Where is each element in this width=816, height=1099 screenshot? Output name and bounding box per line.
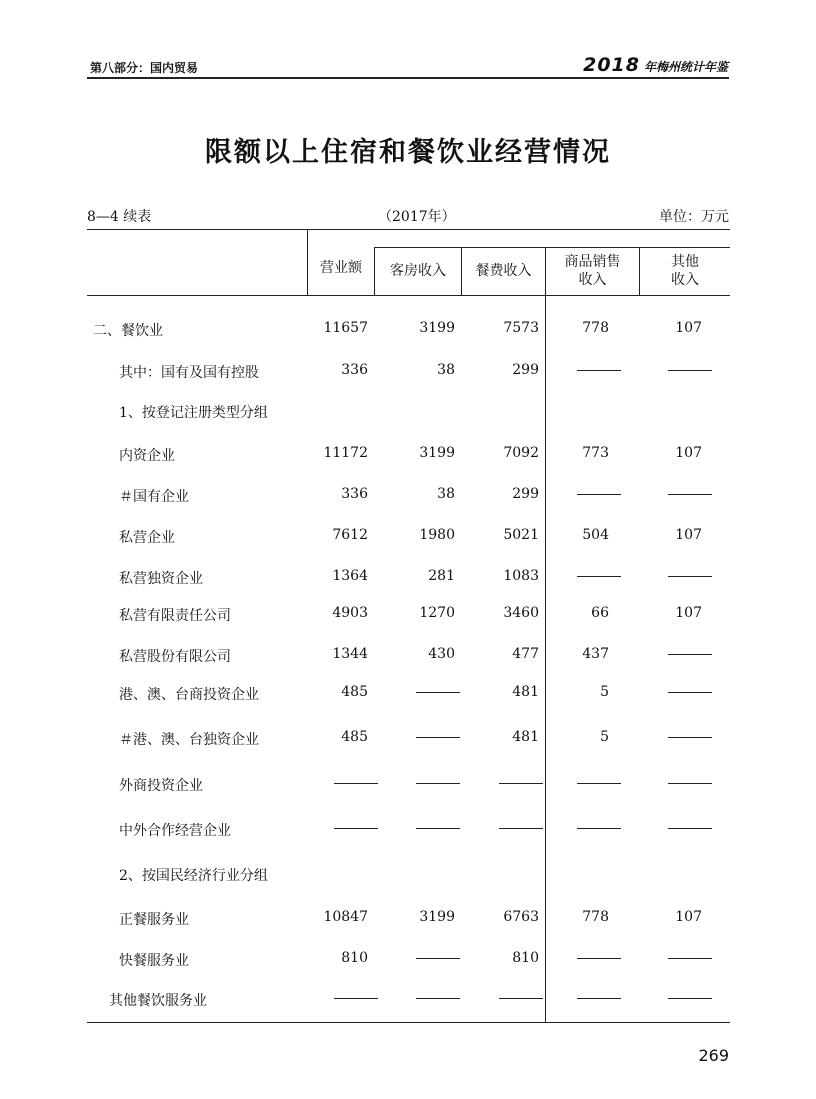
header-rule — [87, 77, 729, 79]
cell-value: 778 — [582, 320, 609, 336]
table-row — [87, 483, 730, 507]
table-row — [87, 524, 730, 548]
table-row — [87, 772, 730, 796]
cell-value: 504 — [582, 527, 609, 543]
table-row — [87, 442, 730, 466]
empty-dash — [577, 494, 621, 495]
cell-value: 38 — [437, 362, 455, 378]
empty-dash — [668, 692, 712, 693]
row-label: 二、餐饮业 — [93, 323, 163, 339]
empty-dash — [416, 692, 460, 693]
row-label: 私营有限责任公司 — [119, 608, 231, 624]
cell-value: 773 — [582, 445, 609, 461]
row-label: 内资企业 — [119, 448, 175, 464]
row-label: 2、按国民经济行业分组 — [119, 868, 268, 884]
cell-value: 107 — [675, 320, 702, 336]
cell-value: 810 — [341, 950, 368, 966]
empty-dash — [577, 828, 621, 829]
table-bottom-rule — [87, 1022, 730, 1023]
empty-dash — [577, 576, 621, 577]
empty-dash — [334, 998, 378, 999]
col-header-meals: 餐费收入 — [475, 263, 532, 279]
cell-value: 481 — [512, 684, 539, 700]
empty-dash — [416, 828, 460, 829]
table-row — [87, 862, 730, 886]
empty-dash — [577, 370, 621, 371]
cell-value: 336 — [341, 362, 368, 378]
empty-dash — [499, 998, 543, 999]
empty-dash — [668, 783, 712, 784]
empty-dash — [416, 783, 460, 784]
table-row — [87, 359, 730, 383]
cell-value: 299 — [512, 486, 539, 502]
col-header-goods-line2: 收入 — [578, 272, 607, 288]
cell-value: 485 — [341, 729, 368, 745]
row-label: 港、澳、台商投资企业 — [119, 687, 259, 703]
empty-dash — [668, 737, 712, 738]
cell-value: 3460 — [503, 605, 539, 621]
cell-value: 437 — [582, 646, 609, 662]
cell-value: 1344 — [332, 646, 368, 662]
empty-dash — [668, 370, 712, 371]
empty-dash — [668, 654, 712, 655]
table-row — [87, 947, 730, 971]
cell-value: 5 — [600, 729, 609, 745]
empty-dash — [577, 958, 621, 959]
table-row — [87, 906, 730, 930]
empty-dash — [334, 828, 378, 829]
empty-dash — [668, 828, 712, 829]
cell-value: 107 — [675, 909, 702, 925]
cell-value: 7573 — [503, 320, 539, 336]
cell-value: 66 — [591, 605, 609, 621]
header-bottom-rule — [87, 295, 730, 296]
empty-dash — [334, 783, 378, 784]
section-header: 第八部分：国内贸易 — [90, 61, 199, 75]
cell-value: 107 — [675, 527, 702, 543]
cell-value: 1980 — [419, 527, 455, 543]
cell-value: 477 — [512, 646, 539, 662]
cell-value: 336 — [341, 486, 368, 502]
col-header-room: 客房收入 — [390, 263, 446, 279]
cell-value: 281 — [428, 568, 455, 584]
row-label: 快餐服务业 — [119, 953, 189, 969]
page-number: 269 — [698, 1046, 729, 1065]
col-header-goods-line1: 商品销售 — [564, 254, 621, 270]
cell-value: 481 — [512, 729, 539, 745]
row-label: 外商投资企业 — [119, 778, 203, 794]
cell-value: 430 — [428, 646, 455, 662]
empty-dash — [416, 998, 460, 999]
table-row — [87, 602, 730, 626]
row-label: 私营股份有限公司 — [119, 649, 231, 665]
cell-value: 1364 — [332, 568, 368, 584]
table-row — [87, 817, 730, 841]
row-label: 1、按登记注册类型分组 — [119, 405, 268, 421]
row-label: 私营独资企业 — [119, 571, 203, 587]
cell-value: 485 — [341, 684, 368, 700]
row-label: 正餐服务业 — [119, 912, 189, 928]
col-header-other-line1: 其他 — [671, 254, 699, 270]
table-row — [87, 399, 730, 423]
cell-value: 107 — [675, 445, 702, 461]
cell-value: 7092 — [503, 445, 539, 461]
row-label: 其他餐饮服务业 — [109, 993, 207, 1009]
page-title: 限额以上住宿和餐饮业经营情况 — [205, 137, 611, 168]
cell-value: 6763 — [503, 909, 539, 925]
table-row — [87, 317, 730, 341]
cell-value: 4903 — [332, 605, 368, 621]
table-row — [87, 565, 730, 589]
cell-value: 3199 — [419, 320, 455, 336]
row-label: 私营企业 — [119, 530, 175, 546]
cell-value: 7612 — [332, 527, 368, 543]
row-label: 中外合作经营企业 — [119, 823, 231, 839]
cell-value: 5 — [600, 684, 609, 700]
cell-value: 38 — [437, 486, 455, 502]
cell-value: 299 — [512, 362, 539, 378]
yearbook-header — [583, 54, 728, 76]
cell-value: 107 — [675, 605, 702, 621]
empty-dash — [499, 828, 543, 829]
empty-dash — [668, 494, 712, 495]
cell-value: 1083 — [503, 568, 539, 584]
empty-dash — [577, 783, 621, 784]
empty-dash — [499, 783, 543, 784]
row-label: ＃港、澳、台独资企业 — [119, 732, 259, 748]
table-row — [87, 726, 730, 750]
table-year-note: （2017年） — [378, 209, 456, 225]
row-label: 其中：国有及国有控股 — [119, 365, 259, 381]
empty-dash — [668, 958, 712, 959]
cell-value: 1270 — [419, 605, 455, 621]
empty-dash — [668, 998, 712, 999]
table-top-rule — [87, 229, 730, 230]
empty-dash — [416, 737, 460, 738]
cell-value: 11657 — [323, 320, 368, 336]
cell-value: 3199 — [419, 445, 455, 461]
table-row — [87, 987, 730, 1011]
cell-value: 810 — [512, 950, 539, 966]
cell-value: 5021 — [503, 527, 539, 543]
cell-value: 10847 — [323, 909, 368, 925]
table-row — [87, 681, 730, 705]
empty-dash — [668, 576, 712, 577]
yearbook-year: 2018 — [583, 54, 640, 76]
table-id: 8—4 续表 — [87, 209, 152, 225]
table-row — [87, 643, 730, 667]
col-header-other-line2: 收入 — [671, 272, 699, 288]
empty-dash — [416, 958, 460, 959]
col-header-revenue: 营业额 — [320, 260, 362, 276]
col-header-other — [640, 253, 730, 289]
cell-value: 778 — [582, 909, 609, 925]
cell-value: 11172 — [323, 445, 368, 461]
yearbook-name: 年梅州统计年鉴 — [643, 60, 728, 74]
col-header-goods — [546, 253, 639, 289]
row-label: ＃国有企业 — [119, 489, 189, 505]
cell-value: 3199 — [419, 909, 455, 925]
header-subrule — [374, 247, 730, 248]
table-unit: 单位：万元 — [659, 209, 729, 225]
empty-dash — [577, 998, 621, 999]
